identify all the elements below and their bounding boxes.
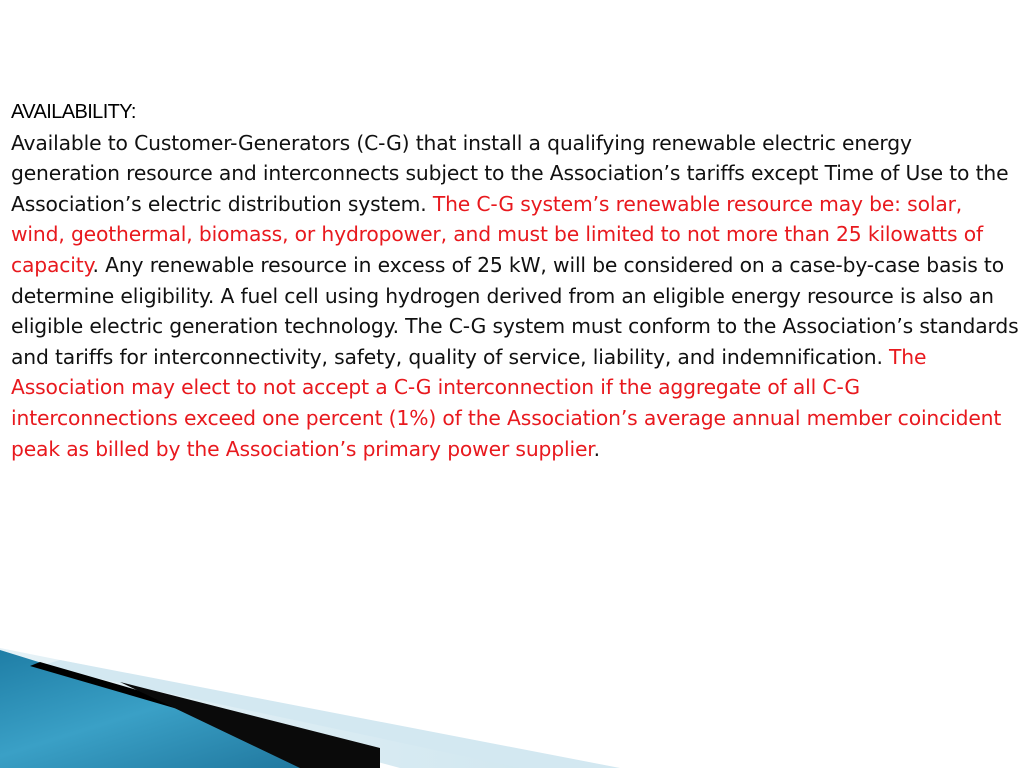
paragraph-segment-2: The C-G system’s renewable resource may be: solar, wind, geothermal, biomass, or hydropower, and must be limited to not more than 25 kilowatts of capacity (11, 191, 983, 277)
text-block (11, 96, 1021, 464)
slide-footer-decoration (0, 630, 1024, 768)
availability-paragraph (11, 128, 1021, 465)
paragraph-segment-1: Available to Customer-Generators (C-G) that install a qualifying renewable electric energy generation resource and interconnects subject to the Association’s tariffs except Time of Use to the Association’s electric distribution system. (11, 130, 1009, 216)
paragraph-segment-5: . (593, 436, 600, 461)
heading-colon: : (130, 101, 136, 123)
heading-line (11, 96, 1021, 128)
paragraph-segment-3: . Any renewable resource in excess of 25 kW, will be considered on a case-by-case basis to determine eligibility. A fuel cell using hydrogen derived from an eligible energy resource is also an eligible electric generation technology. The C-G system must conform to the Association’s standards and tariffs for interconnectivity, safety, quality of service, liability, and indemnification. (11, 252, 1019, 369)
paragraph-segment-4: The Association may elect to not accept a C-G interconnection if the aggregate of all C-G interconnections exceed one percent (1%) of the Association’s average annual member coincident peak as billed by the Association’s primary power supplier (11, 344, 1002, 461)
availability-heading: AVAILABILITY (11, 101, 131, 123)
